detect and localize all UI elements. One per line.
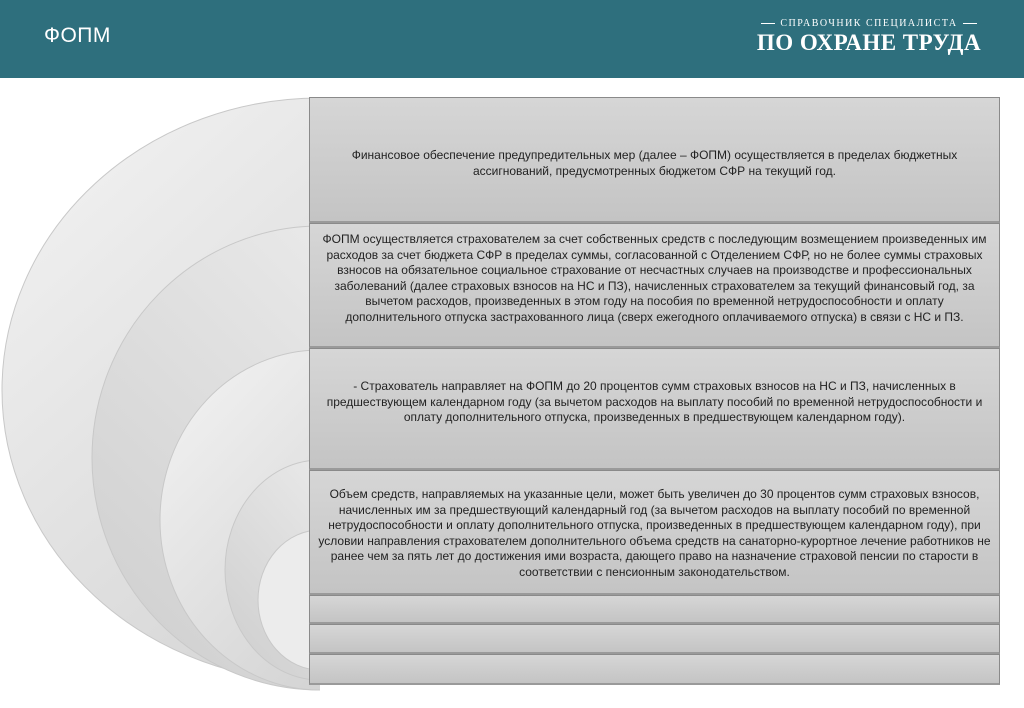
content-block-4 [309,470,1000,595]
content-block-1 [309,97,1000,223]
content-block-7 [309,654,1000,685]
content-block-3 [309,348,1000,470]
content-blocks [309,97,1000,685]
brand-dash-right [963,23,977,24]
brand-name: ПО ОХРАНЕ ТРУДА [756,30,982,55]
content-block-1-text: Финансовое обеспечение предупредительных мер (далее – ФОПМ) осуществляется в пределах бюджетных ассигнований, предусмотренных бюджетом СФР на текущий год. [351,148,958,178]
content-block-5 [309,595,1000,624]
brand-dash-left [761,23,775,24]
brand-tagline [754,18,984,29]
brand-logo [754,18,984,56]
content-block-4-text: Объем средств, направляемых на указанные цели, может быть увеличен до 30 процентов сумм страховых взносов, начисленных им за предшествующий календарный год (за вычетом расходов на выплату пособий по временной нетрудоспособности и оплату дополнительного отпуска, произведенных в предшествующем календарном году), при условии направления страхователем дополнительного объема средств на санаторно-курортное лечение работников не ранее чем за пять лет до достижения ими возраста, дающего право на назначение страховой пенсии по старости в соответствии с пенсионным законодательством. [318,487,991,579]
brand-tagline-text: СПРАВОЧНИК СПЕЦИАЛИСТА [780,18,958,29]
content-block-6 [309,624,1000,654]
page-title: ФОПМ [44,24,111,47]
concentric-rings-decoration [0,90,320,700]
content-block-2-text: ФОПМ осуществляется страхователем за счет собственных средств с последующим возмещением произведенных им расходов за счет бюджета СФР в пределах суммы, согласованной с Отделением СФР, но не более суммы страховых взносов на обязательное социальное страхование от несчастных случаев на производстве и профессиональных заболеваний (далее страховых взносов на НС и ПЗ), начисленных страхователем за текущий финансовый год, за вычетом расходов, произведенных в этом году на пособия по временной нетрудоспособности и оплату дополнительного отпуска застрахованного лица (сверх ежегодного оплачиваемого отпуска) в связи с НС и ПЗ. [322,232,987,324]
header-bar [0,0,1024,78]
content-block-3-text: - Страхователь направляет на ФОПМ до 20 процентов сумм страховых взносов на НС и ПЗ, начисленных в предшествующем календарном году (за вычетом расходов на выплату пособий по временной нетрудоспособности и оплату дополнительного отпуска, произведенных в предшествующем календарном году). [326,379,983,425]
content-block-2 [309,223,1000,348]
